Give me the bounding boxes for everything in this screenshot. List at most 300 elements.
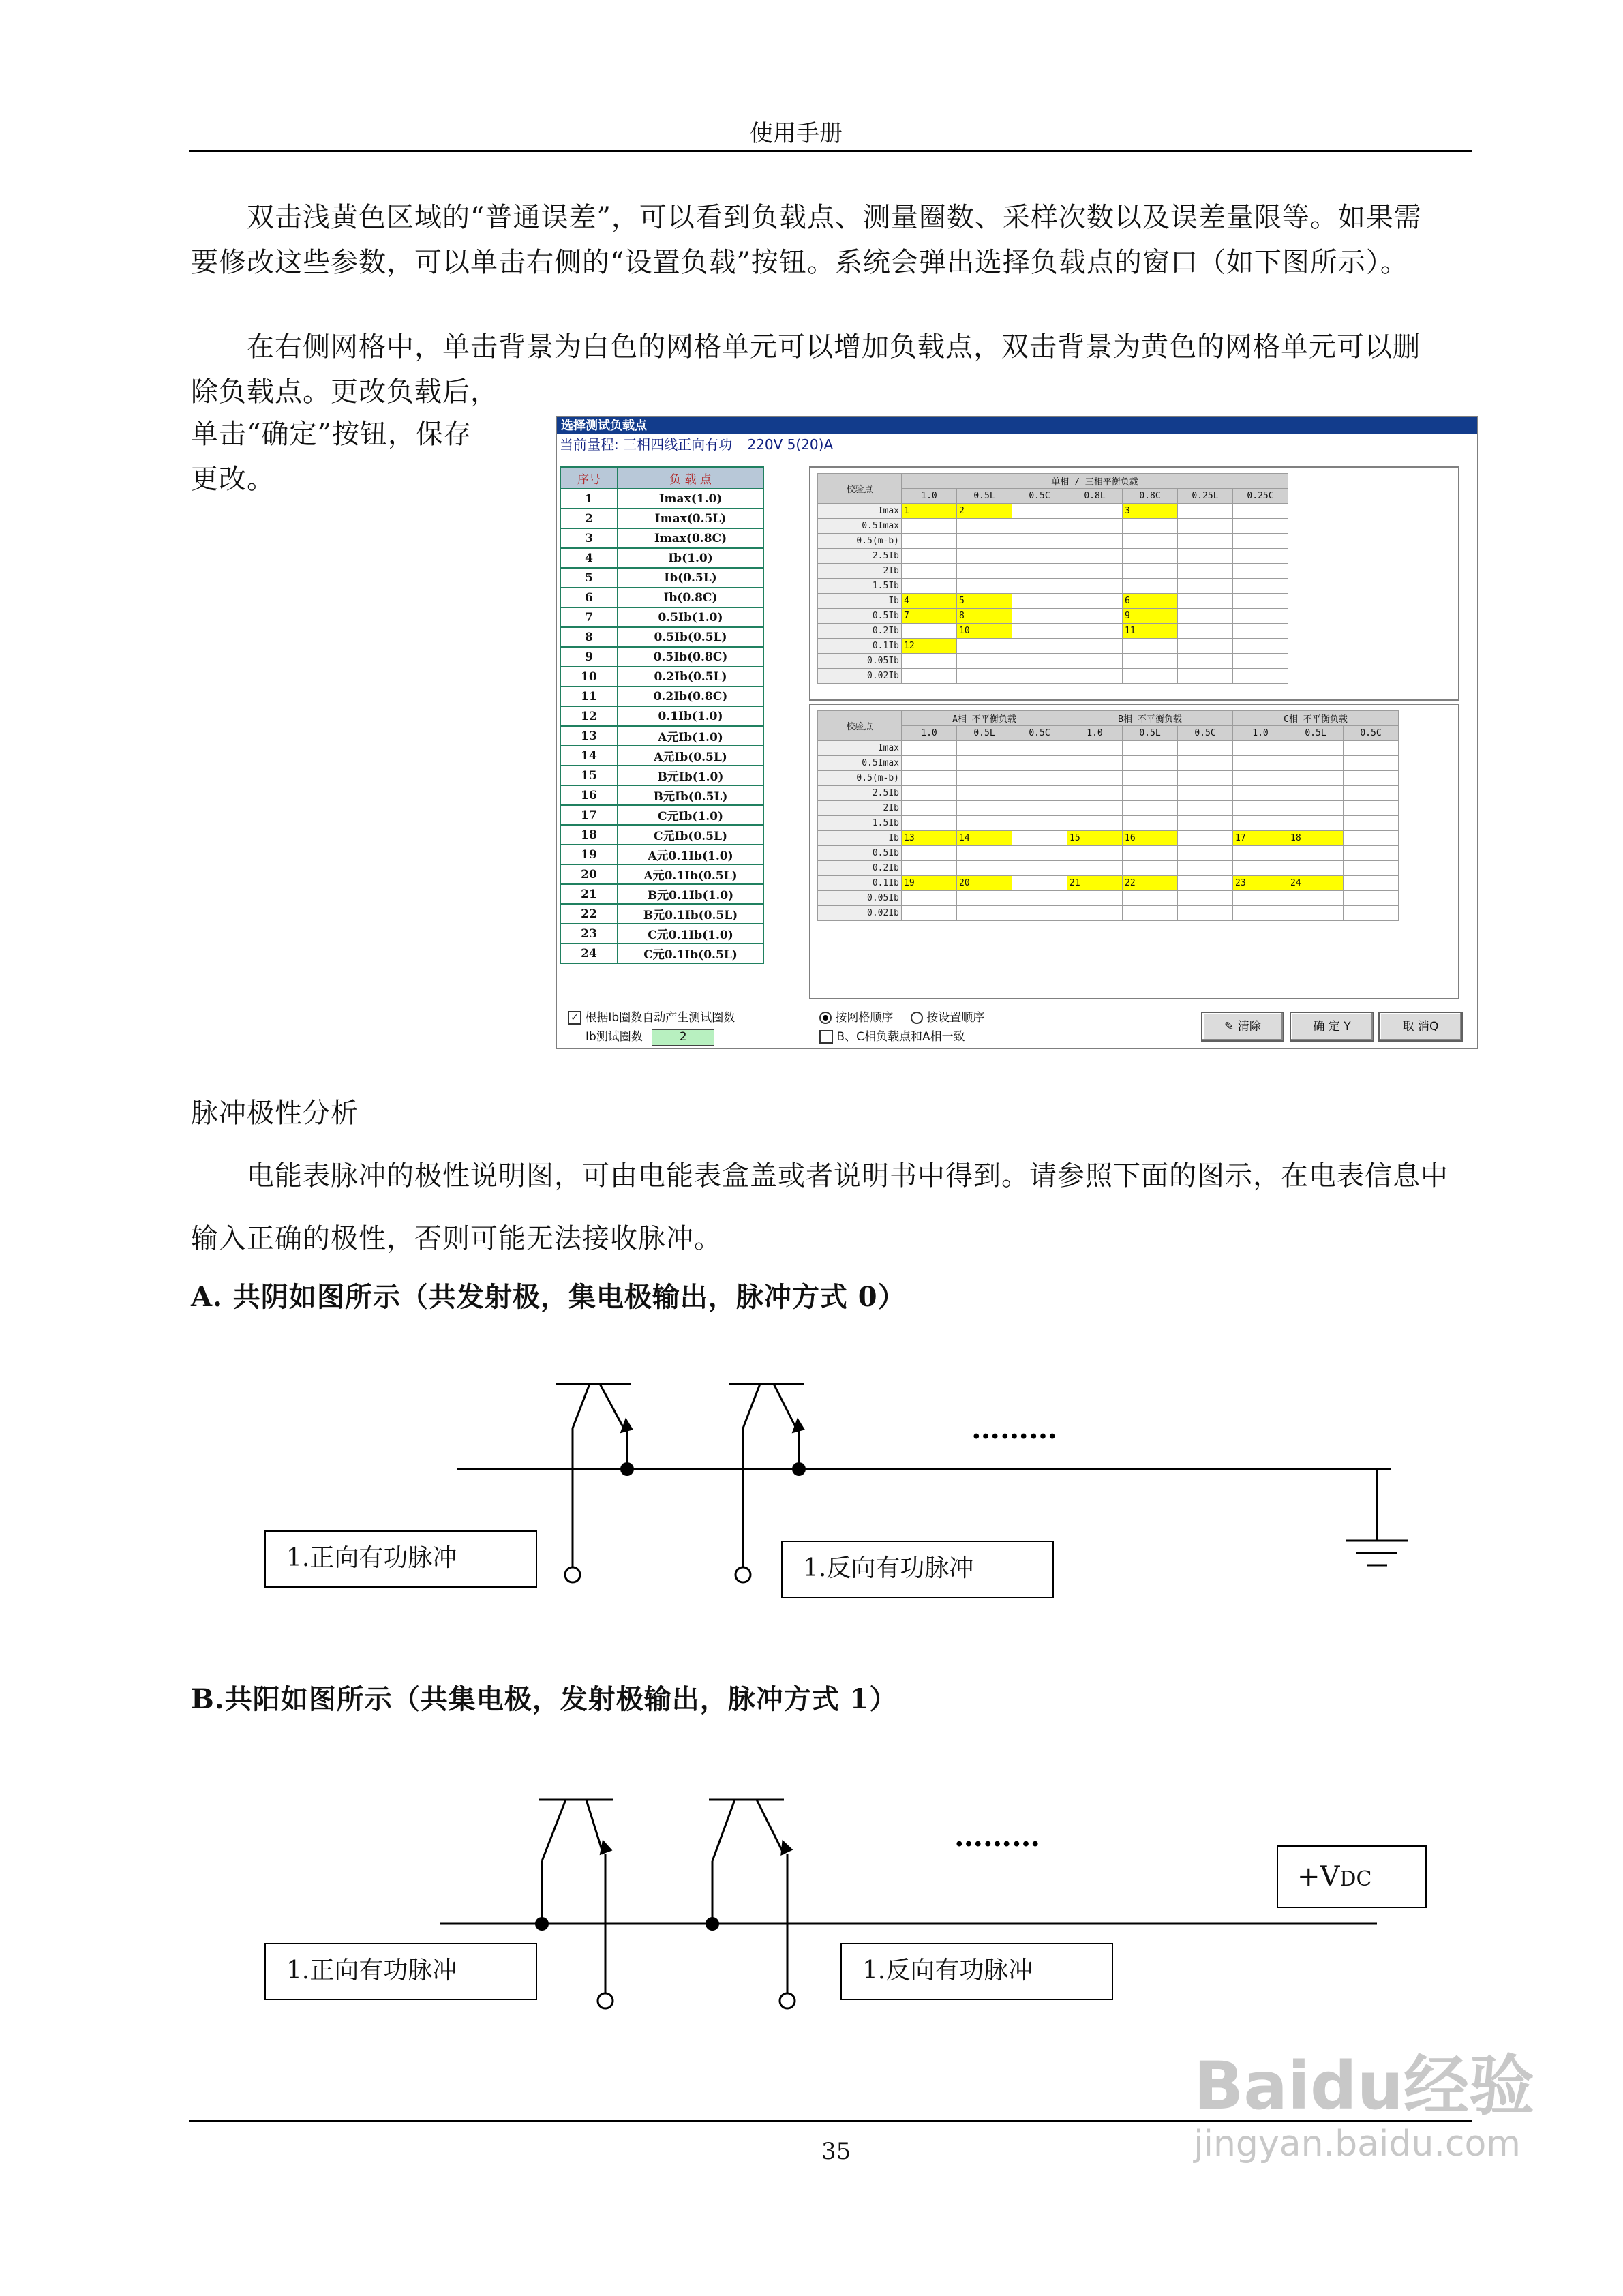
- grid-cell[interactable]: [1012, 891, 1067, 906]
- grid-cell[interactable]: [902, 624, 957, 639]
- grid-cell[interactable]: [1233, 801, 1288, 816]
- grid-cell[interactable]: [1178, 876, 1233, 891]
- grid-cell[interactable]: [1067, 639, 1123, 654]
- grid-cell[interactable]: 24: [1288, 876, 1344, 891]
- load-point-row[interactable]: [560, 805, 763, 825]
- grid-cell[interactable]: [1178, 741, 1233, 756]
- grid-cell[interactable]: [1178, 756, 1233, 771]
- grid-cell[interactable]: [1288, 741, 1344, 756]
- power-factor-header: 0.5C: [1012, 489, 1067, 504]
- grid-cell[interactable]: [957, 756, 1012, 771]
- grid-cell[interactable]: [957, 861, 1012, 876]
- grid-cell[interactable]: [902, 816, 957, 831]
- row-index: 4: [560, 548, 618, 568]
- grid-cell[interactable]: [1233, 906, 1288, 921]
- grid-cell[interactable]: 22: [1123, 876, 1178, 891]
- grid-cell[interactable]: [1123, 891, 1178, 906]
- grid-cell[interactable]: [1067, 756, 1123, 771]
- grid-cell[interactable]: 10: [957, 624, 1012, 639]
- grid-cell[interactable]: [1344, 786, 1399, 801]
- row-load-point: Imax(0.5L): [618, 509, 763, 528]
- grid-cell[interactable]: 7: [902, 609, 957, 624]
- grid-cell[interactable]: [1067, 846, 1123, 861]
- grid-cell[interactable]: [1178, 519, 1233, 534]
- test-point-label: 0.5Ib: [818, 609, 902, 624]
- grid-cell[interactable]: [957, 906, 1012, 921]
- radio-icon[interactable]: [911, 1012, 923, 1024]
- grid-cell[interactable]: [1012, 609, 1067, 624]
- test-point-label: 0.2Ib: [818, 861, 902, 876]
- grid-cell[interactable]: [1233, 594, 1288, 609]
- grid-cell[interactable]: [1233, 639, 1288, 654]
- grid-cell[interactable]: [1012, 756, 1067, 771]
- power-factor-header: 0.5L: [1288, 726, 1344, 741]
- clear-button[interactable]: ✎ 清除: [1201, 1012, 1284, 1042]
- test-point-label: Imax: [818, 504, 902, 519]
- grid-cell[interactable]: [1288, 786, 1344, 801]
- grid-cell[interactable]: [1344, 741, 1399, 756]
- grid-cell[interactable]: [957, 639, 1012, 654]
- row-index: 19: [560, 845, 618, 864]
- auto-rounds-option[interactable]: [568, 1008, 735, 1025]
- grid-cell[interactable]: 18: [1288, 831, 1344, 846]
- load-point-row[interactable]: [560, 706, 763, 726]
- grid-cell[interactable]: [1288, 891, 1344, 906]
- radio-selected-icon[interactable]: [819, 1012, 832, 1024]
- grid-cell[interactable]: [902, 906, 957, 921]
- grid-cell[interactable]: 4: [902, 594, 957, 609]
- row-index: 16: [560, 785, 618, 805]
- grid-cell[interactable]: [1067, 906, 1123, 921]
- grid-cell[interactable]: [1012, 594, 1067, 609]
- grid-cell[interactable]: [1178, 831, 1233, 846]
- grid-cell[interactable]: [1233, 534, 1288, 549]
- grid-cell[interactable]: [1067, 891, 1123, 906]
- grid-cell[interactable]: [1067, 579, 1123, 594]
- grid-cell[interactable]: [902, 654, 957, 669]
- grid-cell[interactable]: [957, 741, 1012, 756]
- grid-cell[interactable]: [1233, 771, 1288, 786]
- grid-cell[interactable]: [1178, 816, 1233, 831]
- grid-cell[interactable]: [1344, 756, 1399, 771]
- grid-cell[interactable]: [1178, 609, 1233, 624]
- grid-cell[interactable]: [1012, 861, 1067, 876]
- grid-cell[interactable]: [1288, 906, 1344, 921]
- row-load-point: A元Ib(1.0): [618, 726, 763, 746]
- grid-cell[interactable]: 3: [1123, 504, 1178, 519]
- grid-cell[interactable]: [1233, 669, 1288, 684]
- load-point-row[interactable]: [560, 864, 763, 884]
- grid-cell[interactable]: [1123, 801, 1178, 816]
- load-point-row[interactable]: [560, 746, 763, 766]
- grid-cell[interactable]: [1067, 816, 1123, 831]
- row-load-point: B元Ib(1.0): [618, 766, 763, 785]
- grid-cell[interactable]: [1012, 519, 1067, 534]
- grid-cell[interactable]: [957, 846, 1012, 861]
- grid-cell[interactable]: [1233, 846, 1288, 861]
- grid-cell[interactable]: [1178, 801, 1233, 816]
- row-load-point: A元0.1Ib(1.0): [618, 845, 763, 864]
- grid-cell[interactable]: [1288, 846, 1344, 861]
- grid-cell[interactable]: [1233, 519, 1288, 534]
- grid-cell[interactable]: [1233, 816, 1288, 831]
- grid-cell[interactable]: [1344, 801, 1399, 816]
- grid-cell[interactable]: [1067, 594, 1123, 609]
- grid-cell[interactable]: [1123, 564, 1178, 579]
- grid-cell[interactable]: [1178, 639, 1233, 654]
- checkbox-checked-icon[interactable]: ✓: [568, 1011, 581, 1025]
- grid-cell[interactable]: [902, 549, 957, 564]
- grid-cell[interactable]: 1: [902, 504, 957, 519]
- grid-cell[interactable]: [957, 771, 1012, 786]
- grid-cell[interactable]: 23: [1233, 876, 1288, 891]
- grid-row: [818, 786, 1399, 801]
- grid-cell[interactable]: [1067, 801, 1123, 816]
- grid-cell[interactable]: [902, 756, 957, 771]
- power-factor-header: 1.0: [1067, 726, 1123, 741]
- grid-cell[interactable]: [1067, 771, 1123, 786]
- grid-cell[interactable]: [1012, 549, 1067, 564]
- grid-cell[interactable]: [1067, 624, 1123, 639]
- load-point-row[interactable]: [560, 924, 763, 943]
- grid-cell[interactable]: [1233, 786, 1288, 801]
- grid-cell[interactable]: [1067, 504, 1123, 519]
- row-load-point: 0.2Ib(0.5L): [618, 667, 763, 686]
- grid-cell[interactable]: [957, 549, 1012, 564]
- power-factor-header: 0.5C: [1344, 726, 1399, 741]
- row-load-point: 0.5Ib(0.5L): [618, 627, 763, 647]
- grid-cell[interactable]: [1067, 549, 1123, 564]
- grid-cell[interactable]: [1123, 579, 1178, 594]
- grid-cell[interactable]: 6: [1123, 594, 1178, 609]
- grid-cell[interactable]: [1067, 519, 1123, 534]
- grid-cell[interactable]: [1233, 624, 1288, 639]
- grid-cell[interactable]: [902, 771, 957, 786]
- load-point-row[interactable]: [560, 647, 763, 667]
- power-factor-header: 0.5L: [957, 489, 1012, 504]
- grid-cell[interactable]: [1123, 519, 1178, 534]
- load-point-row[interactable]: [560, 845, 763, 864]
- grid-row: [818, 609, 1288, 624]
- grid-cell[interactable]: [1012, 816, 1067, 831]
- grid-cell[interactable]: [1012, 534, 1067, 549]
- grid-cell[interactable]: [1067, 654, 1123, 669]
- grid-row: [818, 549, 1288, 564]
- grid-cell[interactable]: [1233, 756, 1288, 771]
- load-point-row[interactable]: [560, 548, 763, 568]
- grid-cell[interactable]: [1123, 534, 1178, 549]
- grid-cell[interactable]: [957, 816, 1012, 831]
- grid-cell[interactable]: 11: [1123, 624, 1178, 639]
- grid-cell[interactable]: [1344, 771, 1399, 786]
- grid-cell[interactable]: [1012, 741, 1067, 756]
- load-point-row[interactable]: [560, 825, 763, 845]
- grid-cell[interactable]: [1067, 741, 1123, 756]
- grid-cell[interactable]: [1178, 771, 1233, 786]
- grid-cell[interactable]: [1178, 534, 1233, 549]
- test-point-label: 0.2Ib: [818, 624, 902, 639]
- row-load-point: Ib(1.0): [618, 548, 763, 568]
- grid-row: [818, 906, 1399, 921]
- grid-cell[interactable]: [1233, 861, 1288, 876]
- load-point-row[interactable]: [560, 686, 763, 706]
- power-factor-header: 0.8L: [1067, 489, 1123, 504]
- grid-cell[interactable]: [1123, 816, 1178, 831]
- grid-cell[interactable]: [1012, 504, 1067, 519]
- grid-cell[interactable]: [1288, 801, 1344, 816]
- grid-cell[interactable]: [902, 861, 957, 876]
- grid-corner: 校验点: [818, 474, 902, 504]
- grid-cell[interactable]: [1178, 549, 1233, 564]
- grid-cell[interactable]: [1012, 564, 1067, 579]
- power-factor-header: 1.0: [902, 726, 957, 741]
- p3-line1: 电能表脉冲的极性说明图，可由电能表盒盖或者说明书中得到。请参照下面的图示，在电表信息中: [247, 1160, 1448, 1192]
- row-load-point: Imax(0.8C): [618, 528, 763, 548]
- grid-cell[interactable]: [1344, 831, 1399, 846]
- grid-cell[interactable]: [902, 669, 957, 684]
- grid-cell[interactable]: 8: [957, 609, 1012, 624]
- ok-button[interactable]: 确 定 Y: [1290, 1012, 1374, 1042]
- grid-cell[interactable]: [1233, 504, 1288, 519]
- load-point-row[interactable]: [560, 607, 763, 627]
- grid-cell[interactable]: [1178, 654, 1233, 669]
- label-forward-pulse: 1.正向有功脉冲: [264, 1530, 537, 1588]
- cancel-button[interactable]: 取 消Q: [1378, 1012, 1463, 1042]
- grid-cell[interactable]: [1123, 846, 1178, 861]
- grid-cell[interactable]: 9: [1123, 609, 1178, 624]
- grid-cell[interactable]: [1012, 876, 1067, 891]
- bc-same-label: B、C相负载点和A相一致: [836, 1030, 965, 1044]
- grid-cell[interactable]: 15: [1067, 831, 1123, 846]
- grid-cell[interactable]: [902, 579, 957, 594]
- range-spec: 220V 5(20)A: [747, 436, 834, 453]
- grid-cell[interactable]: [1233, 579, 1288, 594]
- grid-cell[interactable]: [957, 519, 1012, 534]
- grid-cell[interactable]: [1012, 831, 1067, 846]
- grid-cell[interactable]: [1012, 846, 1067, 861]
- grid-cell[interactable]: [1123, 756, 1178, 771]
- test-point-label: 0.1Ib: [818, 876, 902, 891]
- grid-cell[interactable]: [1233, 891, 1288, 906]
- grid-cell[interactable]: [1178, 846, 1233, 861]
- grid-cell[interactable]: [957, 654, 1012, 669]
- grid-cell[interactable]: [1344, 846, 1399, 861]
- grid-cell[interactable]: [957, 564, 1012, 579]
- row-load-point: 0.1Ib(1.0): [618, 706, 763, 726]
- auto-rounds-label: 根据Ib圈数自动产生测试圈数: [585, 1011, 735, 1025]
- checkbox-icon[interactable]: [819, 1030, 833, 1044]
- grid-cell[interactable]: [1233, 654, 1288, 669]
- grid-cell[interactable]: [1123, 669, 1178, 684]
- grid-cell[interactable]: 21: [1067, 876, 1123, 891]
- row-load-point: C元Ib(0.5L): [618, 825, 763, 845]
- grid-cell[interactable]: [1012, 906, 1067, 921]
- load-point-row[interactable]: [560, 904, 763, 924]
- p2-line1: 在右侧网格中，单击背景为白色的网格单元可以增加负载点，双击背景为黄色的网格单元可以删: [247, 331, 1421, 363]
- load-point-row[interactable]: [560, 489, 763, 509]
- grid-cell[interactable]: [957, 891, 1012, 906]
- continuation-dots: ………: [954, 1819, 1040, 1853]
- grid-cell[interactable]: [902, 801, 957, 816]
- grid-row: [818, 831, 1399, 846]
- page-number: 35: [821, 2138, 851, 2165]
- order-options: [819, 1008, 984, 1025]
- row-index: 12: [560, 706, 618, 726]
- load-point-row[interactable]: [560, 884, 763, 904]
- paragraph-2: [191, 324, 1472, 414]
- grid-cell[interactable]: [1178, 786, 1233, 801]
- row-load-point: Imax(1.0): [618, 489, 763, 509]
- grid-cell[interactable]: [1012, 771, 1067, 786]
- grid-cell[interactable]: 5: [957, 594, 1012, 609]
- grid-cell[interactable]: [1288, 771, 1344, 786]
- grid-cell[interactable]: [1233, 549, 1288, 564]
- power-factor-header: 0.5C: [1012, 726, 1067, 741]
- grid-cell[interactable]: [1178, 504, 1233, 519]
- load-point-row[interactable]: [560, 509, 763, 528]
- test-point-label: 0.5(m-b): [818, 534, 902, 549]
- grid-row: [818, 816, 1399, 831]
- grid-cell[interactable]: [1288, 756, 1344, 771]
- paragraph-3: [191, 1153, 1472, 1261]
- dialog-title: 选择测试负载点: [557, 417, 1478, 434]
- grid-cell[interactable]: [1012, 624, 1067, 639]
- load-point-row[interactable]: [560, 627, 763, 647]
- grid-cell[interactable]: [1067, 609, 1123, 624]
- grid-cell[interactable]: 14: [957, 831, 1012, 846]
- grid-cell[interactable]: [1012, 786, 1067, 801]
- grid-cell[interactable]: [1012, 639, 1067, 654]
- grid-cell[interactable]: [957, 801, 1012, 816]
- bc-same-option[interactable]: [819, 1027, 965, 1044]
- grid-cell[interactable]: [1067, 534, 1123, 549]
- grid-cell[interactable]: [1012, 654, 1067, 669]
- grid-cell[interactable]: [1233, 741, 1288, 756]
- load-point-row[interactable]: [560, 528, 763, 548]
- grid-cell[interactable]: 13: [902, 831, 957, 846]
- grid-row: [818, 771, 1399, 786]
- grid-cell[interactable]: 12: [902, 639, 957, 654]
- row-index: 15: [560, 766, 618, 785]
- grid-cell[interactable]: [1178, 624, 1233, 639]
- grid-row: [818, 579, 1288, 594]
- grid-cell[interactable]: [1123, 741, 1178, 756]
- load-point-row[interactable]: [560, 785, 763, 805]
- grid-cell[interactable]: [1067, 786, 1123, 801]
- grid-cell[interactable]: [1067, 861, 1123, 876]
- row-load-point: C元0.1Ib(1.0): [618, 924, 763, 943]
- grid-cell[interactable]: [902, 846, 957, 861]
- load-point-row[interactable]: [560, 568, 763, 588]
- grid-cell[interactable]: [1178, 564, 1233, 579]
- grid-cell[interactable]: [1123, 786, 1178, 801]
- header-title: 使用手册: [750, 120, 843, 147]
- grid-cell[interactable]: 20: [957, 876, 1012, 891]
- grid-cell[interactable]: [957, 669, 1012, 684]
- grid-cell[interactable]: [1178, 594, 1233, 609]
- grid-cell[interactable]: [1123, 549, 1178, 564]
- grid-cell[interactable]: [1178, 669, 1233, 684]
- grid-cell[interactable]: [902, 891, 957, 906]
- test-point-label: 1.5Ib: [818, 579, 902, 594]
- grid-cell[interactable]: [1344, 861, 1399, 876]
- row-load-point: A元0.1Ib(0.5L): [618, 864, 763, 884]
- test-point-label: 2Ib: [818, 801, 902, 816]
- load-point-row[interactable]: [560, 943, 763, 963]
- load-point-row[interactable]: [560, 588, 763, 607]
- grid-cell[interactable]: [1344, 906, 1399, 921]
- grid-cell[interactable]: [1012, 669, 1067, 684]
- test-point-label: 0.02Ib: [818, 906, 902, 921]
- grid-cell[interactable]: [1123, 639, 1178, 654]
- grid-cell[interactable]: [1067, 564, 1123, 579]
- grid-cell[interactable]: [1288, 861, 1344, 876]
- grid-cell[interactable]: [957, 786, 1012, 801]
- p1-line1: 双击浅黄色区域的“普通误差”，可以看到负载点、测量圈数、采样次数以及误差量限等。如果需: [247, 202, 1422, 233]
- grid-cell[interactable]: [1344, 876, 1399, 891]
- row-index: 10: [560, 667, 618, 686]
- row-load-point: B元Ib(0.5L): [618, 785, 763, 805]
- test-point-label: 0.5Ib: [818, 846, 902, 861]
- grid-cell[interactable]: [1178, 906, 1233, 921]
- grid-cell[interactable]: [1012, 801, 1067, 816]
- grid-cell[interactable]: [1233, 609, 1288, 624]
- row-load-point: C元0.1Ib(0.5L): [618, 943, 763, 963]
- load-point-row[interactable]: [560, 726, 763, 746]
- grid-cell[interactable]: [1178, 861, 1233, 876]
- grid-cell[interactable]: [902, 534, 957, 549]
- test-point-label: 2.5Ib: [818, 786, 902, 801]
- grid-cell[interactable]: [902, 519, 957, 534]
- grid-cell[interactable]: [1123, 771, 1178, 786]
- row-index: 2: [560, 509, 618, 528]
- grid-cell[interactable]: 2: [957, 504, 1012, 519]
- grid-group-header: 单相 / 三相平衡负载: [902, 474, 1288, 489]
- grid-cell[interactable]: [1123, 906, 1178, 921]
- grid-cell[interactable]: [957, 534, 1012, 549]
- grid-cell[interactable]: [1344, 891, 1399, 906]
- grid-cell[interactable]: [1178, 579, 1233, 594]
- grid-cell[interactable]: [902, 786, 957, 801]
- grid-cell[interactable]: 16: [1123, 831, 1178, 846]
- grid-cell[interactable]: [1067, 669, 1123, 684]
- load-point-row[interactable]: [560, 667, 763, 686]
- load-point-row[interactable]: [560, 766, 763, 785]
- baidu-watermark: Baidu经验 jingyan.baidu.com: [1194, 2048, 1534, 2164]
- grid-cell[interactable]: [1233, 564, 1288, 579]
- grid-cell[interactable]: [1123, 654, 1178, 669]
- grid-cell[interactable]: [1012, 579, 1067, 594]
- grid-row: [818, 654, 1288, 669]
- grid-cell[interactable]: [902, 564, 957, 579]
- grid-corner: 校验点: [818, 711, 902, 741]
- grid-group-header: A相 不平衡负载: [902, 711, 1067, 726]
- row-index: 23: [560, 924, 618, 943]
- grid-cell[interactable]: [1288, 816, 1344, 831]
- row-index: 3: [560, 528, 618, 548]
- p3-line2: 输入正确的极性，否则可能无法接收脉冲。: [191, 1223, 722, 1254]
- grid-cell[interactable]: [902, 741, 957, 756]
- grid-cell[interactable]: 19: [902, 876, 957, 891]
- test-point-label: 0.05Ib: [818, 654, 902, 669]
- ib-rounds-input[interactable]: 2: [652, 1029, 714, 1046]
- test-point-label: 0.5(m-b): [818, 771, 902, 786]
- grid-cell[interactable]: [1123, 861, 1178, 876]
- grid-cell[interactable]: 17: [1233, 831, 1288, 846]
- grid-cell[interactable]: [1344, 816, 1399, 831]
- grid-cell[interactable]: [957, 579, 1012, 594]
- grid-cell[interactable]: [1178, 891, 1233, 906]
